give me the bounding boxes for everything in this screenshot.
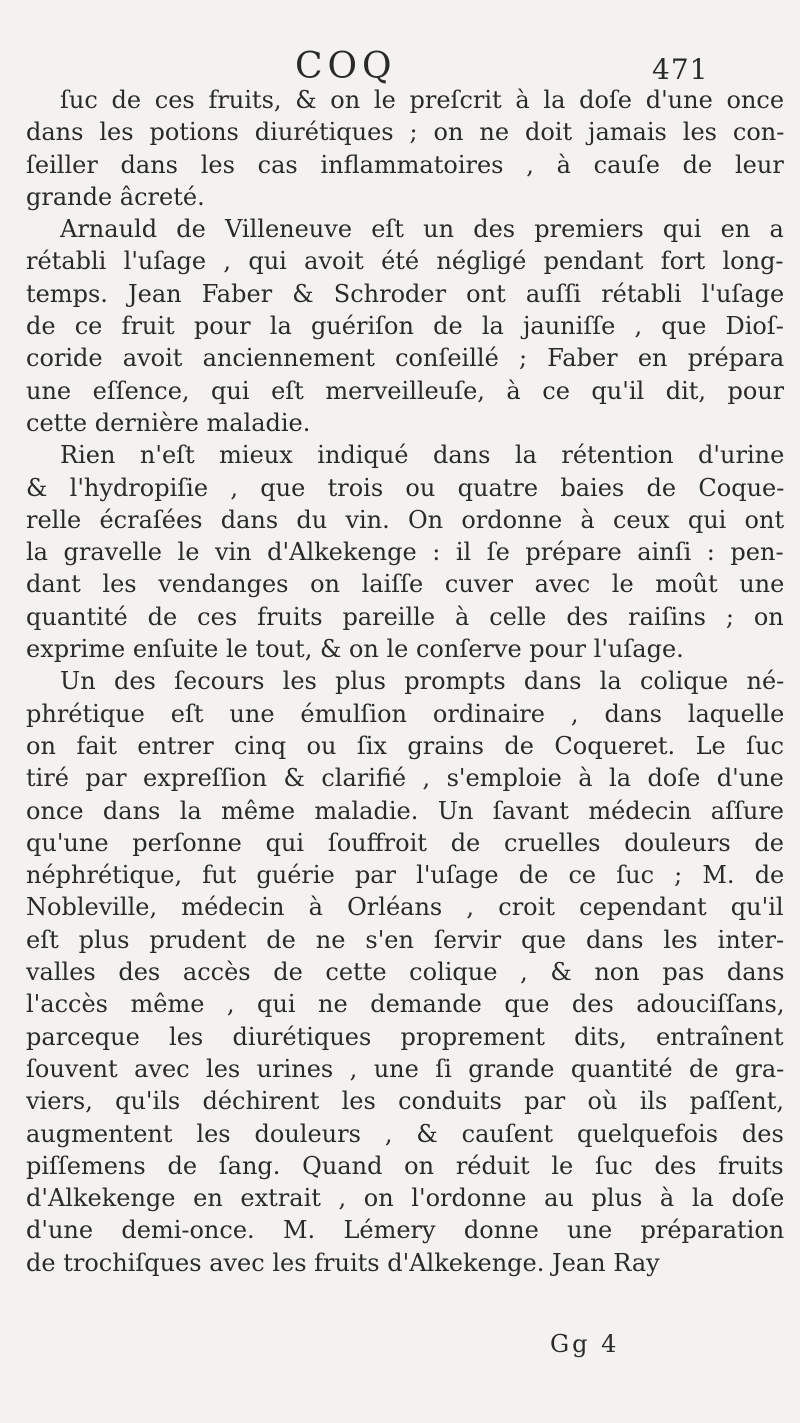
text-line: viers, qu'ils déchirent les conduits par où ils paſſent, <box>26 1087 784 1116</box>
text-line: coride avoit anciennement conſeillé ; Faber en prépara <box>26 344 784 373</box>
text-line: & l'hydropiſie , que trois ou quatre baies de Coque- <box>26 473 784 502</box>
text-line: ſouvent avec les urines , une ſi grande quantité de gra- <box>26 1054 784 1083</box>
paragraph <box>26 213 784 439</box>
text-line: augmentent les douleurs , & cauſent quelquefois des <box>26 1119 784 1148</box>
text-line: rétabli l'uſage , qui avoit été négligé pendant fort long- <box>26 247 784 276</box>
text-line: l'accès même , qui ne demande que des adouciſſans, <box>26 990 784 1019</box>
paragraph <box>26 665 784 1279</box>
text-line: Un des ſecours les plus prompts dans la colique né- <box>60 667 784 696</box>
text-line: temps. Jean Faber & Schroder ont auſſi rétabli l'uſage <box>26 279 784 308</box>
text-line: de trochiſques avec les fruits d'Alkekenge. Jean Ray <box>26 1248 660 1277</box>
text-line: once dans la même maladie. Un ſavant médecin aſſure <box>26 796 784 825</box>
text-line: phrétique eſt une émulſion ordinaire , dans laquelle <box>26 699 784 728</box>
text-line: néphrétique, fut guérie par l'uſage de ce ſuc ; M. de <box>26 861 784 890</box>
text-line: une eſſence, qui eſt merveilleuſe, à ce qu'il dit, pour <box>26 376 784 405</box>
body-text <box>26 84 784 1279</box>
running-head: COQ <box>295 46 397 87</box>
text-line: de ce fruit pour la guériſon de la jauniſſe , que Dioſ- <box>26 312 784 341</box>
text-line: valles des accès de cette colique , & non pas dans <box>26 958 784 987</box>
page-number: 471 <box>652 53 709 86</box>
text-line: qu'une perſonne qui ſouffroit de cruelles douleurs de <box>26 828 784 857</box>
text-line: tiré par expreſſion & clarifié , s'emploie à la doſe d'une <box>26 764 784 793</box>
text-line: piſſemens de ſang. Quand on réduit le ſuc des fruits <box>26 1151 784 1180</box>
text-line: eſt plus prudent de ne s'en ſervir que dans les inter- <box>26 925 784 954</box>
paragraph <box>26 439 784 665</box>
text-line: Rien n'eſt mieux indiqué dans la rétention d'urine <box>60 441 784 470</box>
paragraph <box>26 84 784 213</box>
text-line: Nobleville, médecin à Orléans , croit cependant qu'il <box>26 893 784 922</box>
text-line: relle écraſées dans du vin. On ordonne à ceux qui ont <box>26 505 784 534</box>
text-line: la gravelle le vin d'Alkekenge : il ſe prépare ainſi : pen- <box>26 538 784 567</box>
text-line: parceque les diurétiques proprement dits, entraînent <box>26 1022 784 1051</box>
text-line: ſuc de ces fruits, & on le preſcrit à la doſe d'une once <box>60 86 784 114</box>
text-line: ſeiller dans les cas inflammatoires , à cauſe de leur <box>26 150 784 179</box>
text-line: Arnauld de Villeneuve eſt un des premiers qui en a <box>60 215 784 244</box>
text-line: exprime enſuite le tout, & on le conſerve pour l'uſage. <box>26 635 684 664</box>
text-line: quantité de ces fruits pareille à celle des raiſins ; on <box>26 602 784 631</box>
text-line: cette dernière maladie. <box>26 408 311 437</box>
text-line: dant les vendanges on laiſſe cuver avec le moût une <box>26 570 784 599</box>
text-line: grande âcreté. <box>26 182 205 211</box>
text-line: on fait entrer cinq ou ſix grains de Coqueret. Le ſuc <box>26 731 784 760</box>
text-line: d'une demi-once. M. Lémery donne une préparation <box>26 1216 784 1245</box>
text-line: dans les potions diurétiques ; on ne doit jamais les con- <box>26 118 784 147</box>
text-line: d'Alkekenge en extrait , on l'ordonne au plus à la doſe <box>26 1184 784 1213</box>
signature-mark: Gg 4 <box>550 1330 620 1358</box>
